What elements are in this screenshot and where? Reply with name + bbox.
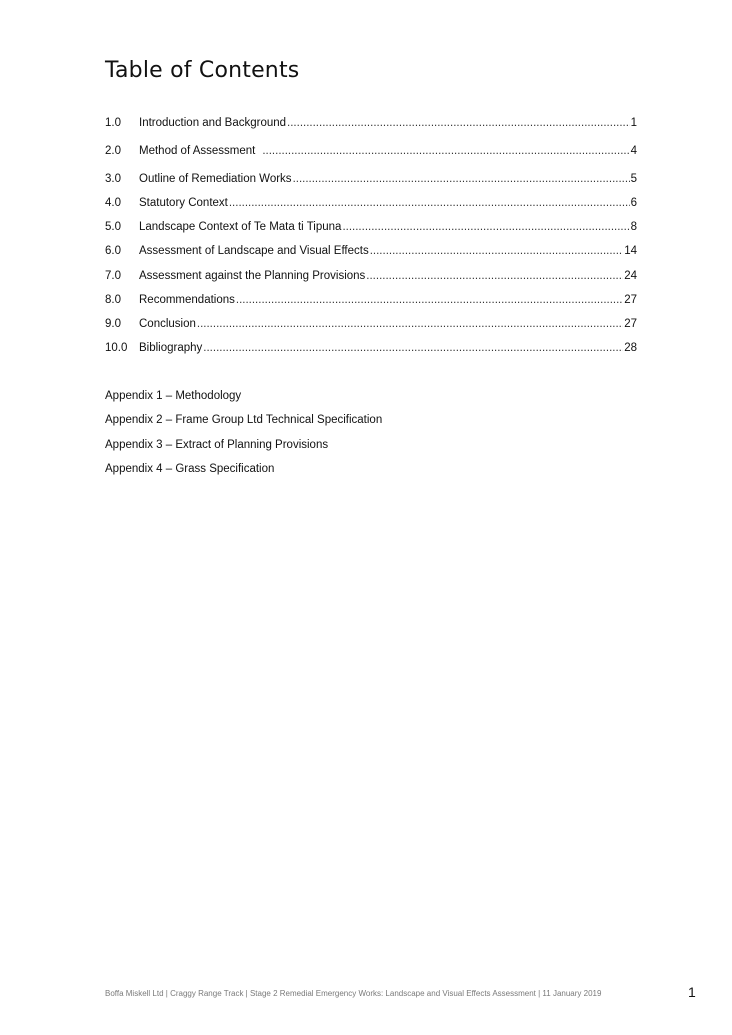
toc-entry-page: 8: [630, 221, 637, 233]
toc-entry-number: 5.0: [105, 221, 121, 233]
toc-entry-page: 5: [630, 173, 637, 185]
toc-entry-title: Outline of Remediation Works: [139, 173, 292, 185]
page-footer: Boffa Miskell Ltd | Craggy Range Track | Stage 2 Remedial Emergency Works: Landscape and Visual Effects Assessment | 11 January 2019: [105, 989, 602, 998]
toc-entry-title: Assessment against the Planning Provisions: [139, 270, 366, 282]
toc-entry-page: 27: [624, 318, 637, 330]
toc-entry-3[interactable]: [105, 172, 637, 186]
toc-entry-title: Bibliography: [139, 342, 203, 354]
toc-entry-number: 6.0: [105, 245, 121, 257]
dot-leader: [203, 341, 623, 355]
toc-entry-number: 2.0: [105, 145, 121, 157]
toc-entry-number: 4.0: [105, 197, 121, 209]
page-title: Table of Contents: [105, 58, 300, 83]
appendix-item-4[interactable]: Appendix 4 – Grass Specification: [105, 462, 275, 475]
toc-entry-2[interactable]: [105, 144, 637, 158]
appendix-list: [105, 389, 637, 486]
toc-entry-number: 1.0: [105, 117, 121, 129]
toc-entry-title: Statutory Context: [139, 197, 228, 209]
toc-entry-1[interactable]: [105, 116, 637, 130]
dot-leader: [366, 269, 623, 283]
dot-leader: [236, 293, 623, 307]
toc-entry-number: 3.0: [105, 173, 121, 185]
toc-entry-title: Assessment of Landscape and Visual Effects: [139, 245, 369, 257]
dot-leader: [197, 317, 623, 331]
appendix-item-3[interactable]: Appendix 3 – Extract of Planning Provisions: [105, 438, 329, 451]
toc-entry-page: 4: [630, 145, 637, 157]
toc-entry-5[interactable]: [105, 220, 637, 234]
toc-entry-7[interactable]: [105, 269, 637, 283]
toc-entry-title: Conclusion: [139, 318, 196, 330]
toc-entry-page: 28: [624, 342, 637, 354]
toc-entry-title: Introduction and Background: [139, 117, 287, 129]
appendix-item-1[interactable]: Appendix 1 – Methodology: [105, 390, 242, 402]
toc-entry-page: 14: [624, 245, 637, 257]
toc-entry-number: 8.0: [105, 294, 121, 306]
toc-entry-6[interactable]: [105, 244, 637, 258]
appendix-item-2[interactable]: Appendix 2 – Frame Group Ltd Technical Specification: [105, 414, 383, 427]
toc-entry-8[interactable]: [105, 293, 637, 307]
toc-entry-title: Landscape Context of Te Mata ti Tipuna: [139, 221, 342, 233]
page-number: 1: [688, 984, 696, 1000]
toc-entry-number: 10.0: [105, 342, 128, 354]
toc-entry-page: 27: [624, 294, 637, 306]
toc-entry-number: 7.0: [105, 270, 121, 282]
toc-entry-4[interactable]: [105, 196, 637, 210]
dot-leader: [293, 172, 630, 186]
dot-leader: [287, 116, 630, 130]
dot-leader: [342, 220, 629, 234]
toc-entry-number: 9.0: [105, 318, 121, 330]
toc-entry-title: Method of Assessment: [139, 145, 256, 157]
toc-entry-9[interactable]: [105, 317, 637, 331]
dot-leader: [370, 244, 623, 258]
toc-entry-page: 1: [630, 117, 637, 129]
toc-entry-page: 6: [630, 197, 637, 209]
toc-entry-10[interactable]: [105, 341, 637, 355]
dot-leader: [262, 144, 629, 158]
toc-entry-page: 24: [624, 270, 637, 282]
dot-leader: [229, 196, 630, 210]
toc-entry-title: Recommendations: [139, 294, 235, 306]
